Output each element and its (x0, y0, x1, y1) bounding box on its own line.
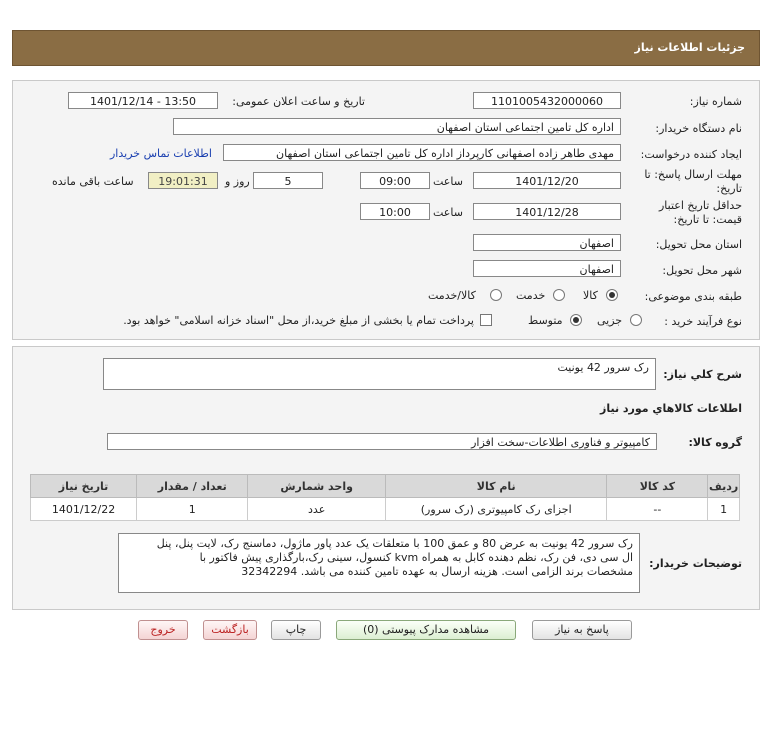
delivery-city-field: اصفهان (473, 260, 621, 277)
requester-field: مهدی طاهر زاده اصفهانی کارپرداز اداره کل تامین اجتماعی استان اصفهان (223, 144, 621, 161)
category-label: طبقه بندی موضوعی: (644, 290, 742, 303)
reply-days-label: روز و (225, 175, 250, 188)
goods-group-label: گروه کالا: (688, 436, 742, 449)
requester-label: ایجاد کننده درخواست: (640, 148, 742, 161)
col-name: نام کالا (385, 475, 607, 498)
page-title: جزئیات اطلاعات نیاز (634, 41, 745, 54)
buyer-org-field: اداره کل تامین اجتماعی استان اصفهان (173, 118, 621, 135)
col-quantity: تعداد / مقدار (137, 475, 248, 498)
print-button[interactable]: چاپ (271, 620, 321, 640)
page-header (12, 30, 760, 66)
cell-unit: عدد (248, 498, 386, 521)
category-radio-goods[interactable] (606, 289, 618, 301)
col-code: کد کالا (607, 475, 708, 498)
delivery-city-label: شهر محل تحویل: (662, 264, 742, 277)
items-table (30, 474, 740, 521)
cell-row: 1 (708, 498, 740, 521)
reply-days-field: 5 (253, 172, 323, 189)
category-radio-service[interactable] (553, 289, 565, 301)
col-row: ردیف (708, 475, 740, 498)
remaining-time-field: 19:01:31 (148, 172, 218, 189)
reply-deadline-label-1: مهلت ارسال پاسخ: تا (644, 168, 742, 181)
reply-deadline-date: 1401/12/20 (473, 172, 621, 189)
back-button[interactable]: بازگشت (203, 620, 257, 640)
reply-deadline-time-label: ساعت (433, 175, 463, 188)
process-radio-minor[interactable] (630, 314, 642, 326)
category-option-goods: کالا (583, 289, 598, 302)
items-table-header (31, 475, 740, 498)
treasury-payment-note: پرداخت تمام یا بخشی از مبلغ خرید،از محل "اسناد خزانه اسلامی" خواهد بود. (123, 314, 474, 327)
buyer-contact-link[interactable]: اطلاعات تماس خریدار (110, 147, 212, 160)
view-attachments-button[interactable]: مشاهده مدارک پیوستی (0) (336, 620, 516, 640)
category-option-goods-service: کالا/خدمت (428, 289, 476, 302)
process-option-medium: متوسط (528, 314, 563, 327)
price-validity-label-2: قیمت: تا تاریخ: (673, 213, 742, 226)
reply-deadline-time: 09:00 (360, 172, 430, 189)
delivery-province-field: اصفهان (473, 234, 621, 251)
cell-need-date: 1401/12/22 (31, 498, 137, 521)
cell-name: اجزای رک کامپیوتری (رک سرور) (385, 498, 607, 521)
buyer-notes-field (118, 533, 640, 593)
process-radio-medium[interactable] (570, 314, 582, 326)
process-type-label: نوع فرآیند خرید : (664, 315, 742, 328)
category-radio-goods-service[interactable] (490, 289, 502, 301)
announce-datetime-label: تاریخ و ساعت اعلان عمومی: (232, 95, 365, 108)
buyer-org-label: نام دستگاه خریدار: (655, 122, 742, 135)
col-need-date: تاریخ نیاز (31, 475, 137, 498)
table-row (31, 498, 740, 521)
summary-label: شرح كلي نياز: (663, 368, 742, 381)
price-validity-time: 10:00 (360, 203, 430, 220)
need-number-label: شماره نیاز: (689, 95, 742, 108)
need-number-field: 1101005432000060 (473, 92, 621, 109)
buyer-notes-line: مشخصات برند الزامی است. هزینه ارسال به عهده تامین کننده می باشد. 32342294 (241, 565, 633, 578)
exit-button[interactable]: خروج (138, 620, 188, 640)
goods-section-title: اطلاعات كالاهاي مورد نياز (600, 402, 742, 415)
reply-to-need-button[interactable]: پاسخ به نیاز (532, 620, 632, 640)
price-validity-label-1: حداقل تاریخ اعتبار (658, 199, 742, 212)
buyer-notes-line: ال سی دی، فن رک، نظم دهنده کابل به همراه kvm کنسول، سینی رک،بارگذاری پیش فاکتور با (199, 551, 633, 564)
buyer-notes-line: رک سرور 42 یونیت به عرض 80 و عمق 100 با متعلقات یک عدد پاور ماژول، دماسنج رک، لایت پنل، پنل (156, 537, 633, 550)
col-unit: واحد شمارش (248, 475, 386, 498)
reply-deadline-label-2: تاریخ: (716, 182, 742, 195)
cell-code: -- (607, 498, 708, 521)
price-validity-time-label: ساعت (433, 206, 463, 219)
delivery-province-label: استان محل تحویل: (655, 238, 742, 251)
goods-group-field: کامپیوتر و فناوری اطلاعات-سخت افزار (107, 433, 657, 450)
category-option-service: خدمت (516, 289, 546, 302)
price-validity-date: 1401/12/28 (473, 203, 621, 220)
buyer-notes-label: توضیحات خریدار: (649, 557, 742, 570)
summary-field: رک سرور 42 یونیت (103, 358, 656, 390)
announce-datetime-field: 1401/12/14 - 13:50 (68, 92, 218, 109)
remaining-time-label: ساعت باقی مانده (52, 175, 134, 188)
cell-quantity: 1 (137, 498, 248, 521)
process-option-minor: جزیی (597, 314, 623, 327)
treasury-payment-checkbox[interactable] (480, 314, 492, 326)
